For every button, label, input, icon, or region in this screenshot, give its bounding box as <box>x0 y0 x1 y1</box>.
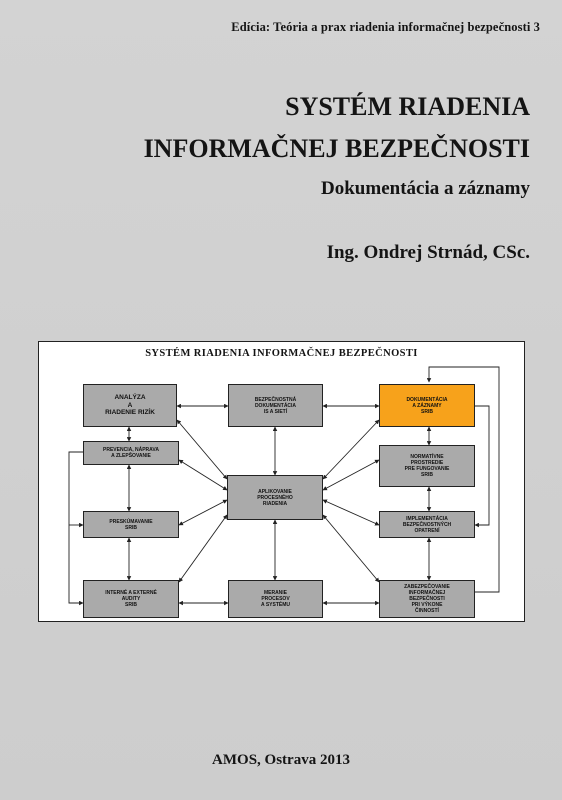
node-measurement: MERANIE PROCESOV A SYSTÉMU <box>228 580 323 618</box>
system-diagram <box>38 341 525 622</box>
book-title-line1: SYSTÉM RIADENIA <box>285 92 530 121</box>
node-documentation-records: DOKUMENTÁCIA A ZÁZNAMY SRIB <box>379 384 475 427</box>
series-title: Edícia: Teória a prax riadenia informačnej bezpečnosti 3 <box>231 20 540 34</box>
node-prevention: PREVENCIA, NÁPRAVA A ZLEPŠOVANIE <box>83 441 179 465</box>
node-audits: INTERNÉ A EXTERNÉ AUDITY SRIB <box>83 580 179 618</box>
publisher-line: AMOS, Ostrava 2013 <box>212 752 350 768</box>
author-name: Ing. Ondrej Strnád, CSc. <box>326 242 530 263</box>
book-subtitle: Dokumentácia a záznamy <box>321 178 530 199</box>
node-securing: ZABEZPEČOVANIE INFORMAČNEJ BEZPEČNOSTI PRI VÝKONE ČINNOSTÍ <box>379 580 475 618</box>
node-normative-environment: NORMATÍVNE PROSTREDIE PRE FUNGOVANIE SRIB <box>379 445 475 487</box>
node-risk-analysis: ANALÝZA A RIADENIE RIZÍK <box>83 384 177 427</box>
node-process-management: APLIKOVANIE PROCESNÉHO RIADENIA <box>227 475 323 520</box>
book-title-line2: INFORMAČNEJ BEZPEČNOSTI <box>143 134 530 163</box>
node-review: PRESKÚMAVANIE SRIB <box>83 511 179 538</box>
node-security-documentation: BEZPEČNOSTNÁ DOKUMENTÁCIA IS A SIETÍ <box>228 384 323 427</box>
node-implementation: IMPLEMENTÁCIA BEZPEČNOSTNÝCH OPATRENÍ <box>379 511 475 538</box>
diagram-title: SYSTÉM RIADENIA INFORMAČNEJ BEZPEČNOSTI <box>145 348 418 359</box>
